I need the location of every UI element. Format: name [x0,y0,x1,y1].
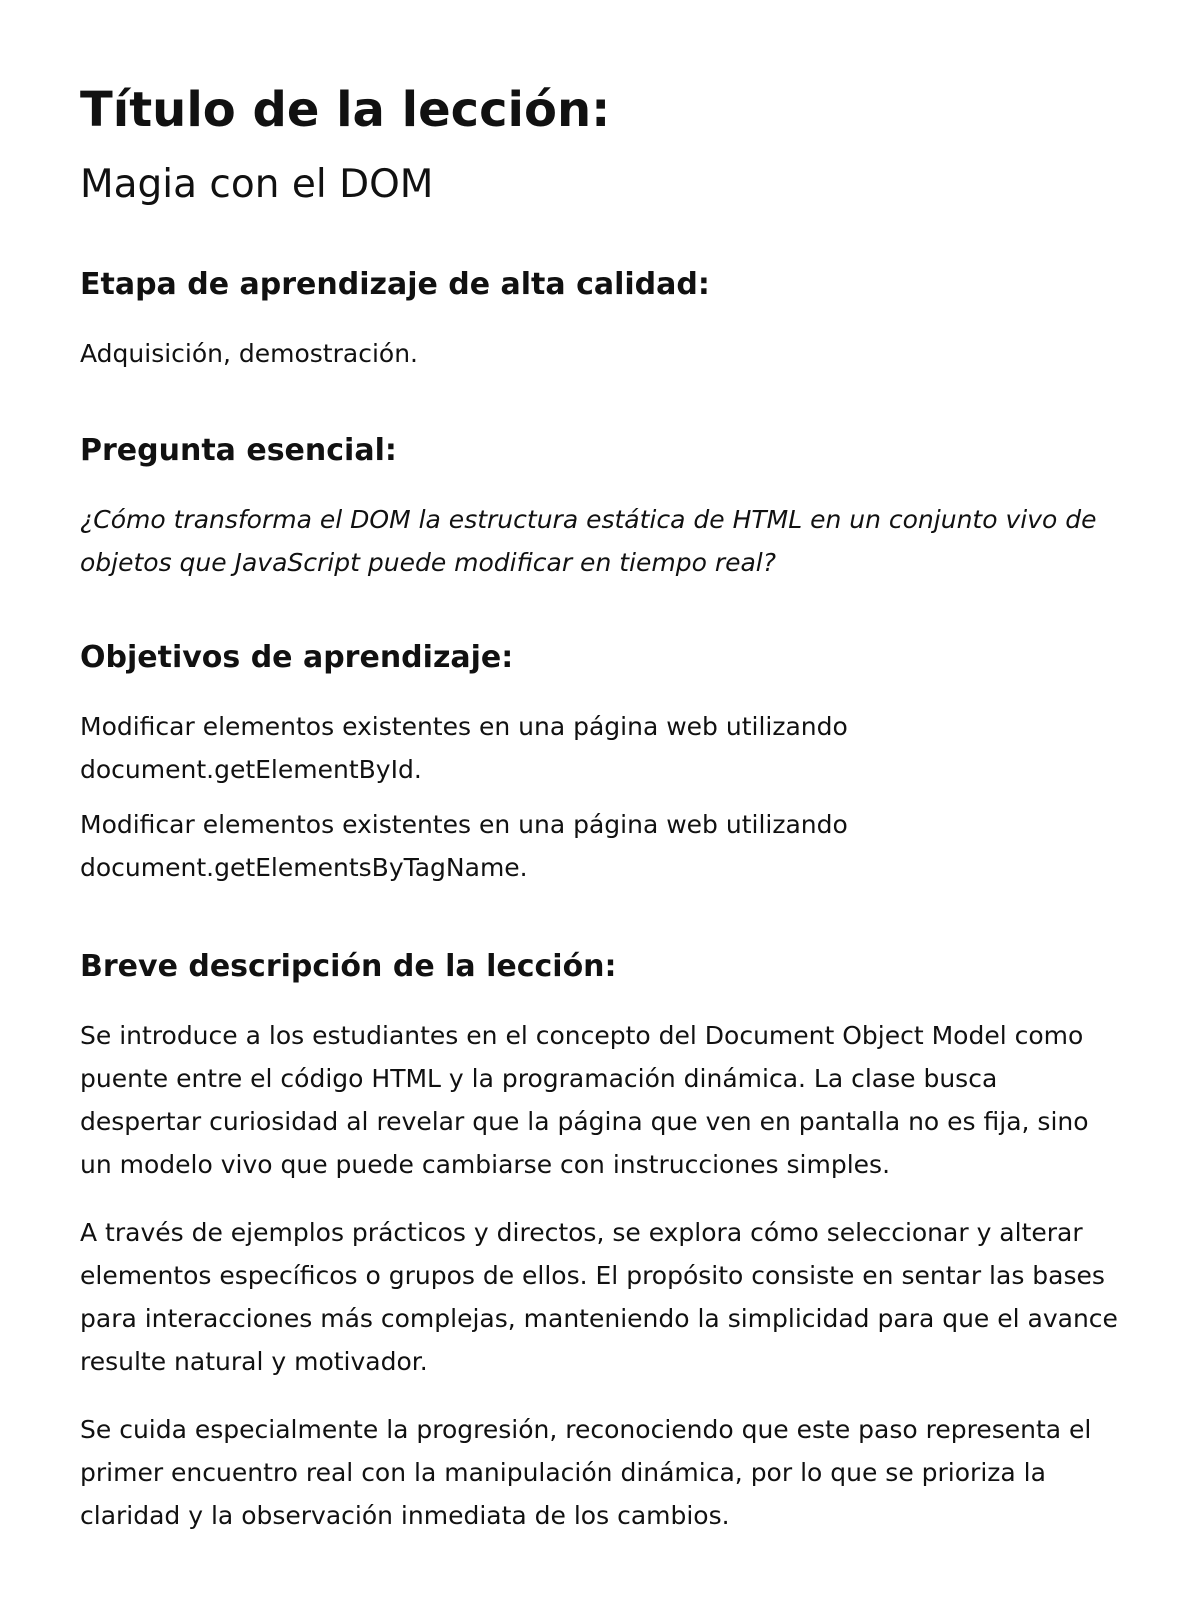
section-objetivos [80,638,1120,889]
descripcion-paragraph: Se cuida especialmente la progresión, reconociendo que este paso representa el primer encuentro real con la manipulación dinámica, por lo que se prioriza la claridad y la observación inmediata de los cambios. [80,1415,1092,1530]
descripcion-paragraph: Se introduce a los estudiantes en el concepto del Document Object Model como puente entre el código HTML y la programación dinámica. La clase busca despertar curiosidad al revelar que la página que ven en pantalla no es fija, sino un modelo vivo que puede cambiarse con instrucciones simples. [80,1021,1089,1179]
descripcion-paragraph: A través de ejemplos prácticos y directos, se explora cómo seleccionar y alterar elementos específicos o grupos de ellos. El propósito consiste en sentar las bases para interacciones más complejas, manteniendo la simplicidad para que el avance resulte natural y motivador. [80,1218,1118,1376]
lesson-title-value: Magia con el DOM [80,162,434,207]
lesson-title-label: Título de la lección: [80,82,611,138]
descripcion-heading: Breve descripción de la lección: [80,949,617,984]
objetivo-item: Modificar elementos existentes en una página web utilizando document.getElementsByTagName. [80,810,848,882]
pregunta-text: ¿Cómo transforma el DOM la estructura estática de HTML en un conjunto vivo de objetos que JavaScript puede modificar en tiempo real? [80,505,1097,577]
objetivos-list [80,705,1120,889]
etapa-heading: Etapa de aprendizaje de alta calidad: [80,267,710,302]
objetivo-item: Modificar elementos existentes en una página web utilizando document.getElementById. [80,712,848,784]
section-etapa [80,265,1120,375]
etapa-text: Adquisición, demostración. [80,339,418,368]
objetivos-heading: Objetivos de aprendizaje: [80,640,514,675]
section-descripcion [80,947,1120,1537]
section-pregunta [80,431,1120,584]
descripcion-body [80,1014,1120,1537]
pregunta-heading: Pregunta esencial: [80,433,397,468]
